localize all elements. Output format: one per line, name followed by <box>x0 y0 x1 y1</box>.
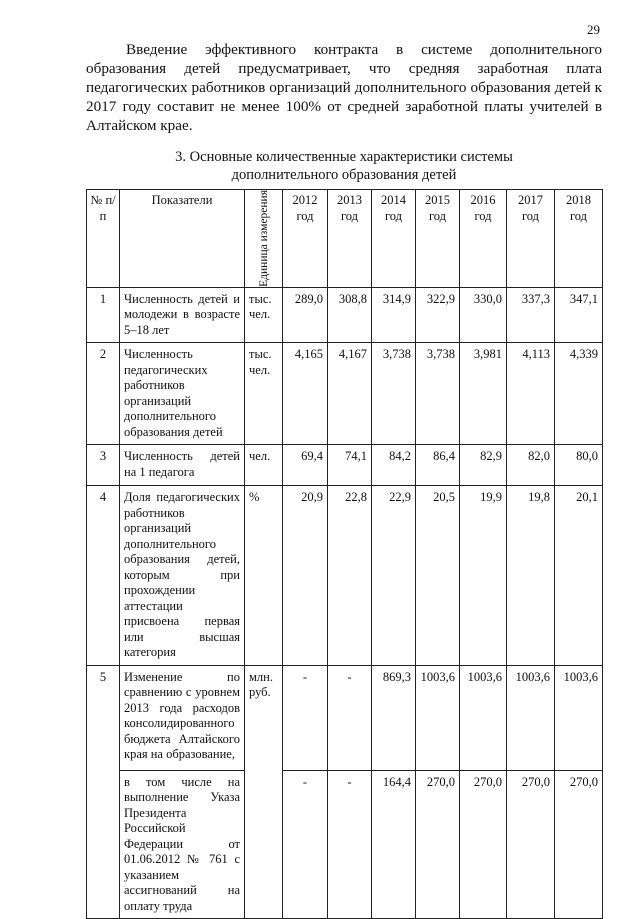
row-value: 22,8 <box>328 486 372 666</box>
header-year: 2016 год <box>460 190 507 288</box>
section-title-line2: дополнительного образования детей <box>231 167 457 183</box>
row-value: 270,0 <box>555 770 603 919</box>
row-indicator: Численность педагогических работников организаций дополнительного образования детей <box>120 343 245 445</box>
row-value: - <box>328 665 372 770</box>
row-number: 5 <box>87 665 120 919</box>
row-value: 869,3 <box>372 665 416 770</box>
section-title-line1: 3. Основные количественные характеристики системы <box>175 149 513 165</box>
row-value: 337,3 <box>507 287 555 343</box>
row-indicator: Численность детей на 1 педагога <box>120 445 245 486</box>
row-number: 2 <box>87 343 120 445</box>
row-value: 3,981 <box>460 343 507 445</box>
header-year: 2017 год <box>507 190 555 288</box>
row-value: 347,1 <box>555 287 603 343</box>
row-value: 1003,6 <box>416 665 460 770</box>
characteristics-table <box>86 189 603 919</box>
row-value: 80,0 <box>555 445 603 486</box>
row-value: 20,1 <box>555 486 603 666</box>
row-value: 4,165 <box>283 343 328 445</box>
header-year: 2018 год <box>555 190 603 288</box>
row-value: 322,9 <box>416 287 460 343</box>
table-row <box>87 445 603 486</box>
row-value: 270,0 <box>507 770 555 919</box>
header-num: № п/п <box>87 190 120 288</box>
row-number: 4 <box>87 486 120 666</box>
row-value: 82,0 <box>507 445 555 486</box>
row-value: 74,1 <box>328 445 372 486</box>
row-subindicator: в том числе на выполнение Указа Президента Российской Федерации от 01.06.2012 № 761 с указанием ассигнований на оплату труда <box>120 770 245 919</box>
row-unit: тыс. чел. <box>245 287 283 343</box>
row-unit: % <box>245 486 283 666</box>
table-subrow <box>87 770 603 919</box>
row-value: 19,9 <box>460 486 507 666</box>
row-value: 330,0 <box>460 287 507 343</box>
table-row <box>87 343 603 445</box>
table-row <box>87 287 603 343</box>
row-value: 270,0 <box>460 770 507 919</box>
row-value: 3,738 <box>372 343 416 445</box>
row-value: - <box>283 665 328 770</box>
row-value: 69,4 <box>283 445 328 486</box>
page-number: 29 <box>587 22 600 37</box>
row-number: 3 <box>87 445 120 486</box>
row-value: 270,0 <box>416 770 460 919</box>
row-indicator: Численность детей и молодежи в возрасте 5–18 лет <box>120 287 245 343</box>
row-value: 1003,6 <box>507 665 555 770</box>
row-value: 84,2 <box>372 445 416 486</box>
row-unit: чел. <box>245 445 283 486</box>
row-value: - <box>283 770 328 919</box>
table-header-row <box>87 190 603 288</box>
row-unit: млн. руб. <box>245 665 283 919</box>
table-row <box>87 665 603 770</box>
row-value: 289,0 <box>283 287 328 343</box>
row-value: 308,8 <box>328 287 372 343</box>
header-year: 2013 год <box>328 190 372 288</box>
row-number: 1 <box>87 287 120 343</box>
row-value: 3,738 <box>416 343 460 445</box>
header-indicator: Показатели <box>120 190 245 288</box>
row-indicator: Доля педагогических работников организаций дополнительного образования детей, которым при прохождении аттестации присвоена первая или высшая категория <box>120 486 245 666</box>
header-unit-label: Единица измерения <box>257 190 270 287</box>
row-indicator: Изменение по сравнению с уровнем 2013 года расходов консолидированного бюджета Алтайского края на образование, <box>120 665 245 770</box>
row-value: - <box>328 770 372 919</box>
row-value: 82,9 <box>460 445 507 486</box>
header-unit <box>245 190 283 288</box>
row-value: 22,9 <box>372 486 416 666</box>
row-value: 1003,6 <box>555 665 603 770</box>
row-value: 314,9 <box>372 287 416 343</box>
row-value: 86,4 <box>416 445 460 486</box>
section-title <box>86 148 602 184</box>
row-value: 20,5 <box>416 486 460 666</box>
table-row <box>87 486 603 666</box>
row-value: 1003,6 <box>460 665 507 770</box>
row-value: 4,339 <box>555 343 603 445</box>
row-value: 20,9 <box>283 486 328 666</box>
header-year: 2015 год <box>416 190 460 288</box>
intro-paragraph: Введение эффективного контракта в системе дополнительного образования детей предусматривает, что средняя заработная плата педагогических работников организаций дополнительного образования детей к 2017 году составит не менее 100% от средней заработной платы учителей в Алтайском крае. <box>86 41 602 134</box>
row-unit: тыс. чел. <box>245 343 283 445</box>
header-year: 2014 год <box>372 190 416 288</box>
header-year: 2012 год <box>283 190 328 288</box>
row-value: 19,8 <box>507 486 555 666</box>
row-value: 4,167 <box>328 343 372 445</box>
row-value: 164,4 <box>372 770 416 919</box>
row-value: 4,113 <box>507 343 555 445</box>
